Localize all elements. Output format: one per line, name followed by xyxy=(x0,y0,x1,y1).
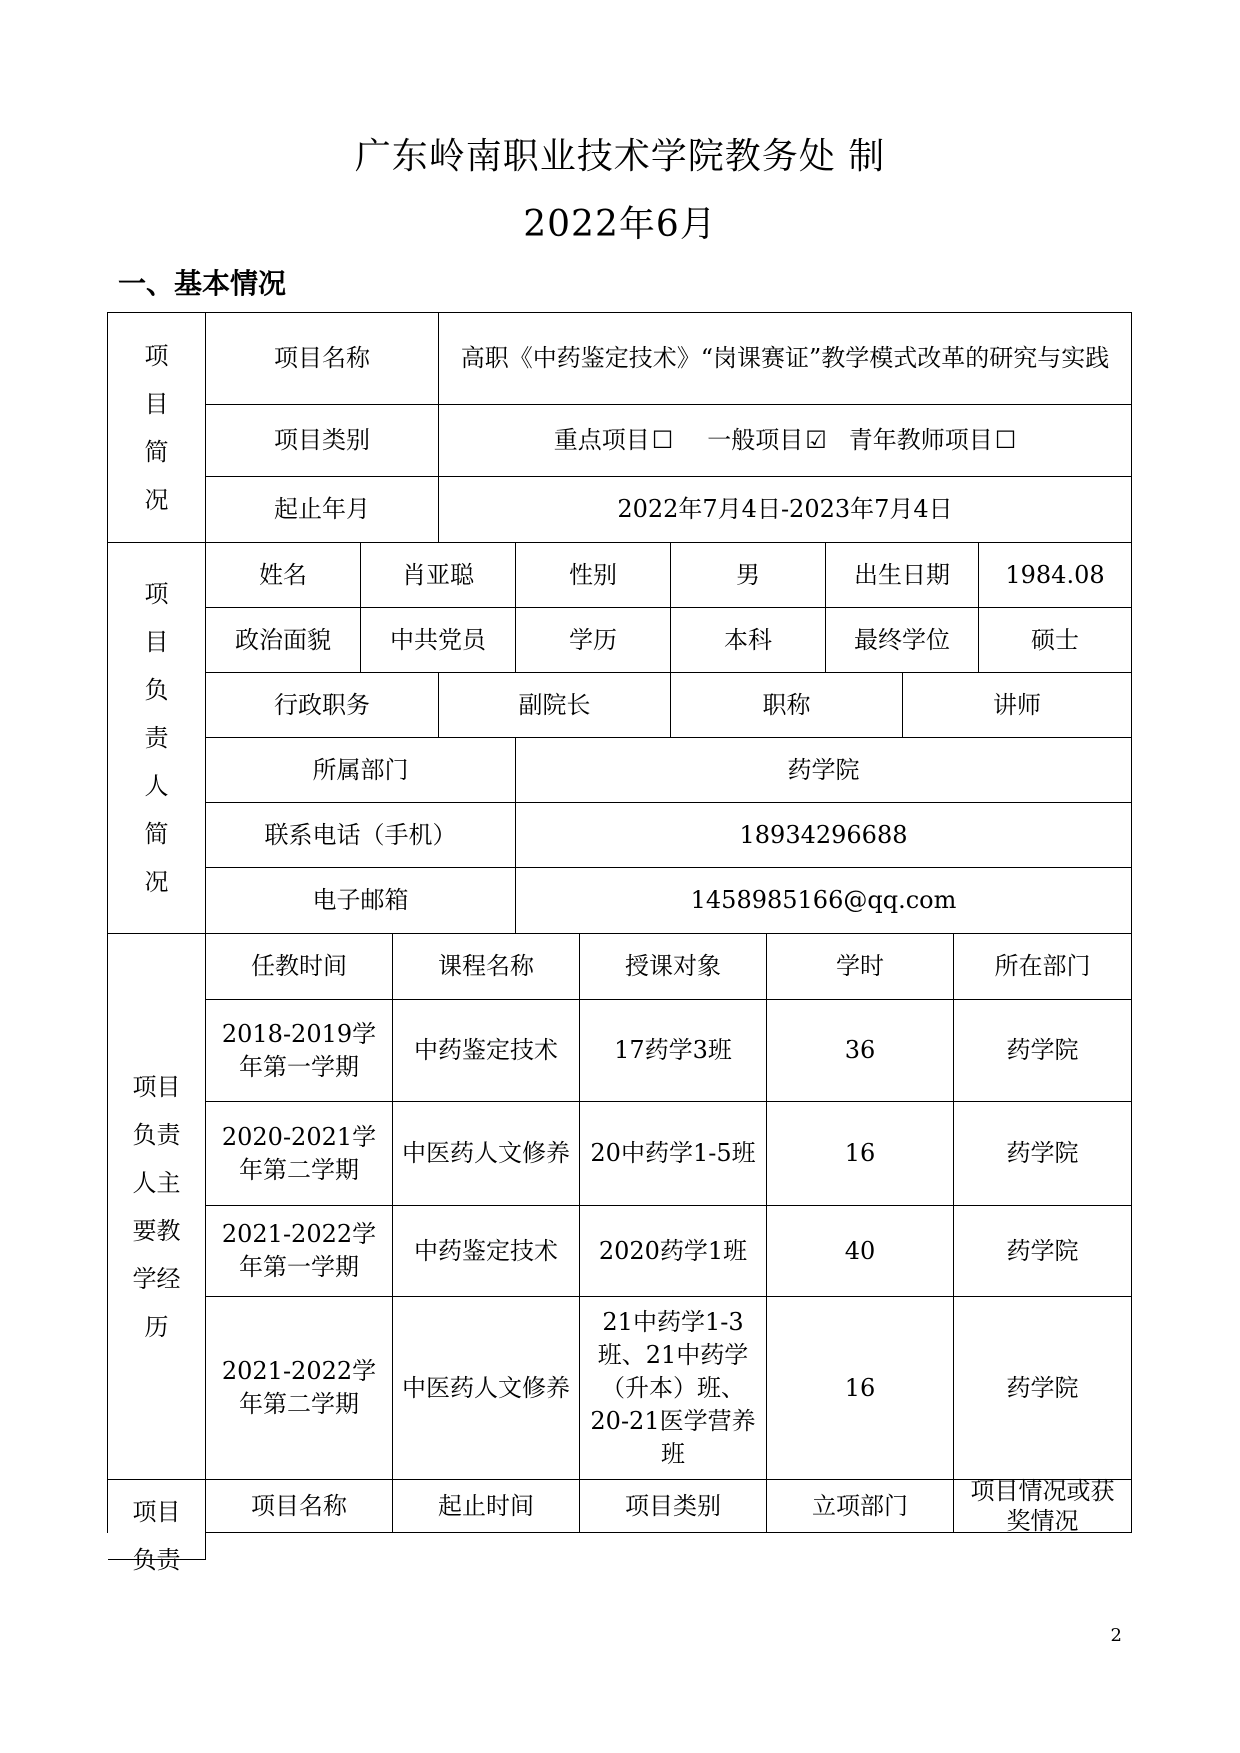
teaching-header: 任教时间 xyxy=(206,934,393,1000)
birth-label: 出生日期 xyxy=(826,543,979,608)
category-young-teacher: 青年教师项目☐ xyxy=(848,426,1017,454)
name-label: 姓名 xyxy=(206,543,361,608)
education-label: 学历 xyxy=(516,608,671,673)
research-header: 项目类别 xyxy=(580,1480,767,1533)
teaching-header: 课程名称 xyxy=(393,934,580,1000)
document-org-title: 广东岭南职业技术学院教务处 制 xyxy=(354,136,886,177)
teaching-cell-time: 2021-2022学年第二学期 xyxy=(206,1297,393,1480)
teaching-cell-target: 2020药学1班 xyxy=(580,1206,767,1297)
degree-value: 硕士 xyxy=(979,608,1132,673)
leader-side-label xyxy=(108,543,206,934)
politics-label: 政治面貌 xyxy=(206,608,361,673)
research-header: 项目名称 xyxy=(206,1480,393,1533)
phone-value: 18934296688 xyxy=(516,803,1132,868)
project-name-value: 高职《中药鉴定技术》“岗课赛证”教学模式改革的研究与实践 xyxy=(439,313,1132,405)
side-char: 负 xyxy=(144,676,169,704)
teaching-cell-course: 中药鉴定技术 xyxy=(393,1000,580,1102)
section-title: 一、基本情况 xyxy=(118,267,287,300)
project-period-label: 起止年月 xyxy=(206,477,439,543)
email-label: 电子邮箱 xyxy=(206,868,516,934)
side-char: 目 xyxy=(144,389,169,418)
side-char: 项 xyxy=(144,341,169,370)
professional-title-value: 讲师 xyxy=(903,673,1132,738)
teaching-cell-course: 中药鉴定技术 xyxy=(393,1206,580,1297)
name-value: 肖亚聪 xyxy=(361,543,516,608)
category-general: 一般项目☑ xyxy=(707,426,827,454)
page-number: 2 xyxy=(1110,1625,1122,1646)
side-char: 项 xyxy=(144,580,169,608)
side-char: 简 xyxy=(144,437,169,466)
checkbox-checked-icon: ☑ xyxy=(805,426,827,454)
teaching-cell-hours: 40 xyxy=(767,1206,954,1297)
teaching-cell-time: 2021-2022学年第一学期 xyxy=(206,1206,393,1297)
dept-value: 药学院 xyxy=(516,738,1132,803)
checkbox-icon: ☐ xyxy=(994,426,1017,454)
teaching-cell-time: 2018-2019学年第一学期 xyxy=(206,1000,393,1102)
research-side-label: 项目负责 xyxy=(108,1480,206,1560)
admin-position-value: 副院长 xyxy=(439,673,671,738)
education-value: 本科 xyxy=(671,608,826,673)
teaching-cell-time: 2020-2021学年第二学期 xyxy=(206,1102,393,1206)
side-char: 人 xyxy=(144,772,169,800)
teaching-cell-course: 中医药人文修养 xyxy=(393,1102,580,1206)
side-char: 简 xyxy=(144,820,169,848)
teaching-cell-target: 20中药学1-5班 xyxy=(580,1102,767,1206)
research-header: 立项部门 xyxy=(767,1480,954,1533)
teaching-header: 所在部门 xyxy=(954,934,1132,1000)
project-period-value: 2022年7月4日-2023年7月4日 xyxy=(439,477,1132,543)
project-category-options xyxy=(439,405,1132,477)
project-category-label: 项目类别 xyxy=(206,405,439,477)
politics-value: 中共党员 xyxy=(361,608,516,673)
teaching-header: 学时 xyxy=(767,934,954,1000)
document-date: 2022年6月 xyxy=(523,204,717,245)
teaching-cell-course: 中医药人文修养 xyxy=(393,1297,580,1480)
dept-label: 所属部门 xyxy=(206,738,516,803)
teaching-cell-target: 21中药学1-3班、21中药学（升本）班、20-21医学营养班 xyxy=(580,1297,767,1480)
teaching-cell-hours: 16 xyxy=(767,1297,954,1480)
gender-label: 性别 xyxy=(516,543,671,608)
admin-position-label: 行政职务 xyxy=(206,673,439,738)
email-value: 1458985166@qq.com xyxy=(516,868,1132,934)
teaching-cell-dept: 药学院 xyxy=(954,1206,1132,1297)
phone-label: 联系电话（手机） xyxy=(206,803,516,868)
checkbox-icon: ☐ xyxy=(651,426,674,454)
teaching-cell-dept: 药学院 xyxy=(954,1102,1132,1206)
teaching-cell-dept: 药学院 xyxy=(954,1297,1132,1480)
side-char: 目 xyxy=(144,628,169,656)
birth-value: 1984.08 xyxy=(979,543,1132,608)
professional-title-label: 职称 xyxy=(671,673,903,738)
teaching-cell-target: 17药学3班 xyxy=(580,1000,767,1102)
degree-label: 最终学位 xyxy=(826,608,979,673)
research-header: 起止时间 xyxy=(393,1480,580,1533)
teaching-cell-hours: 36 xyxy=(767,1000,954,1102)
category-key: 重点项目☐ xyxy=(553,426,674,454)
teaching-side-label: 项目负责人主要教学经历 xyxy=(108,934,206,1480)
research-header: 项目情况或获奖情况 xyxy=(954,1480,1132,1533)
basic-info-table xyxy=(107,312,1132,1574)
teaching-cell-dept: 药学院 xyxy=(954,1000,1132,1102)
side-char: 责 xyxy=(144,724,169,752)
project-overview-side-label xyxy=(108,313,206,543)
project-name-label: 项目名称 xyxy=(206,313,439,405)
teaching-cell-hours: 16 xyxy=(767,1102,954,1206)
gender-value: 男 xyxy=(671,543,826,608)
teaching-header: 授课对象 xyxy=(580,934,767,1000)
side-char: 况 xyxy=(144,868,169,896)
side-char: 况 xyxy=(144,485,169,514)
